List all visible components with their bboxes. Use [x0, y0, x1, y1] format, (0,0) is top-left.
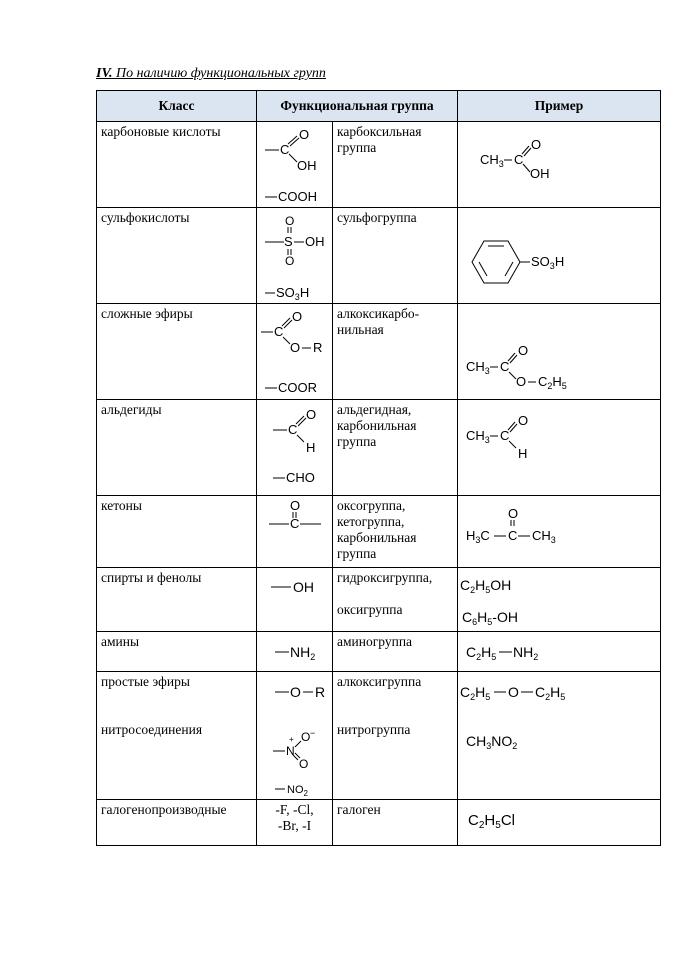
example-cell — [458, 208, 661, 304]
example-cell — [458, 568, 661, 632]
acetaldehyde-structure — [458, 400, 658, 494]
svg-text:S: S — [284, 234, 293, 249]
example-cell — [458, 400, 661, 496]
group-formula-cell — [257, 304, 333, 400]
svg-text:NH2: $NH_2$ — [513, 644, 539, 662]
acetic-acid-structure — [458, 122, 658, 206]
group-formula-cell — [257, 568, 333, 632]
svg-text:NH2: $NH_2$ — [290, 644, 316, 662]
svg-text:O: O — [285, 214, 295, 228]
svg-text:O: O — [508, 506, 519, 521]
svg-text:H3C: $H_3C$ — [466, 528, 490, 545]
group-name-cell: оксогруппа, кетогруппа, карбонильная группа — [333, 496, 458, 568]
svg-text:C: C — [290, 516, 300, 531]
svg-text:C2H5OH: $C_2H_5OH$ — [460, 577, 512, 595]
svg-text:R: R — [313, 340, 323, 355]
group-formula-cell — [257, 496, 333, 568]
svg-text:OH: OH — [305, 234, 325, 249]
ethyl-acetate-structure — [458, 304, 658, 398]
svg-text:R: R — [315, 684, 326, 700]
ether-nitro-examples — [458, 672, 658, 798]
hydroxyl-structure — [257, 568, 333, 628]
table-row — [97, 400, 661, 496]
group-name-2: оксигруппа — [337, 602, 403, 617]
example-cell — [458, 632, 661, 672]
benzenesulfonic-acid-structure — [458, 208, 658, 302]
svg-text:NO2: $NO_2$ — [287, 784, 308, 798]
svg-text:H: H — [306, 440, 316, 455]
heading-roman: IV. — [96, 66, 113, 81]
class-cell: альдегиды — [97, 400, 257, 496]
class-cell: сложные эфиры — [97, 304, 257, 400]
svg-text:O: O — [299, 757, 309, 771]
class-cell — [97, 672, 257, 800]
class-ethers: простые эфиры — [101, 674, 190, 689]
svg-text:O: O — [508, 684, 519, 700]
group-formula-text: CHO — [286, 470, 315, 485]
svg-text:CH3: $CH_3$ — [466, 359, 490, 376]
table-row — [97, 632, 661, 672]
svg-text:O: O — [301, 730, 311, 744]
class-cell: кетоны — [97, 496, 257, 568]
table-row — [97, 568, 661, 632]
ketone-structure — [257, 496, 333, 566]
svg-text:O: O — [516, 374, 527, 389]
header-functional-group: Функциональная группа — [257, 91, 458, 122]
alcohol-phenol-examples — [458, 568, 658, 628]
sulfo-structure — [257, 208, 333, 302]
heading-text: По наличию функциональных групп — [112, 66, 326, 81]
ethylamine-structure — [458, 632, 658, 670]
table-header-row — [97, 91, 661, 122]
carboxyl-structure — [257, 122, 333, 206]
group-formula-cell — [257, 632, 333, 672]
svg-text:O: O — [306, 407, 317, 422]
svg-text:C2H5: $C_2H_5$ — [460, 684, 491, 702]
ester-structure — [257, 304, 333, 398]
svg-text:C: C — [514, 152, 524, 167]
example-cell — [458, 304, 661, 400]
group-formula-cell — [257, 122, 333, 208]
group-formula-text: COOR — [278, 380, 317, 395]
svg-text:C: C — [280, 142, 290, 157]
svg-text:CH3: $CH_3$ — [466, 428, 490, 445]
svg-text:SO3H: $SO_3H$ — [276, 285, 310, 302]
group-formula-cell — [257, 672, 333, 800]
svg-text:H: H — [518, 446, 528, 461]
functional-groups-table — [96, 90, 661, 846]
svg-text:C: C — [288, 422, 298, 437]
svg-text:C: C — [500, 428, 510, 443]
group-name-cell — [333, 568, 458, 632]
group-name-2: нитрогруппа — [337, 722, 411, 737]
svg-text:C: C — [500, 359, 510, 374]
svg-text:O: O — [292, 309, 303, 324]
example-cell — [458, 122, 661, 208]
group-formula-text: OH — [293, 579, 314, 595]
ether-nitro-structures — [257, 672, 333, 798]
svg-text:−: − — [310, 728, 316, 738]
header-example: Пример — [458, 91, 661, 122]
example-cell — [458, 672, 661, 800]
class-cell: галогенопроизводные — [97, 800, 257, 846]
group-formula-cell — [257, 800, 333, 846]
halogen-formula-2: -Br, -I — [277, 818, 312, 833]
group-name-cell: сульфогруппа — [333, 208, 458, 304]
group-name-cell — [333, 672, 458, 800]
svg-text:OH: OH — [297, 158, 317, 173]
table-row — [97, 122, 661, 208]
svg-text:O: O — [299, 127, 310, 142]
svg-text:C2H5Cl: $C_2H_5Cl$ — [468, 812, 515, 831]
svg-text:CH3: $CH_3$ — [532, 528, 556, 545]
group-formula-cell — [257, 208, 333, 304]
svg-text:O: O — [290, 498, 301, 513]
table-row — [97, 304, 661, 400]
class-cell: амины — [97, 632, 257, 672]
class-cell: сульфокислоты — [97, 208, 257, 304]
svg-text:+: + — [289, 735, 294, 744]
svg-text:O: O — [518, 413, 529, 428]
group-name-cell: алкоксикарбо-нильная — [333, 304, 458, 400]
table-row — [97, 672, 661, 800]
svg-text:O: O — [518, 343, 529, 358]
amino-structure — [257, 632, 333, 670]
svg-text:O: O — [290, 684, 301, 700]
section-heading — [96, 66, 326, 82]
group-name-1: гидроксигруппа, — [337, 570, 433, 585]
svg-text:OH: OH — [530, 166, 550, 181]
table-row — [97, 496, 661, 568]
group-name-cell: галоген — [333, 800, 458, 846]
group-name-cell: карбоксильная группа — [333, 122, 458, 208]
svg-text:C: C — [274, 324, 284, 339]
svg-text:O: O — [285, 254, 295, 268]
svg-text:SO3H: $SO_3H$ — [531, 254, 565, 271]
aldehyde-structure — [257, 400, 333, 494]
group-name-cell: альдегидная, карбонильная группа — [333, 400, 458, 496]
group-formula-cell — [257, 400, 333, 496]
class-cell: спирты и фенолы — [97, 568, 257, 632]
acetone-structure — [458, 496, 658, 566]
svg-text:C6H5-OH: $C_6H_5-OH$ — [462, 609, 518, 627]
class-cell: карбоновые кислоты — [97, 122, 257, 208]
group-formula-text: COOH — [278, 189, 317, 204]
svg-text:C: C — [508, 528, 518, 543]
table-row — [97, 208, 661, 304]
group-name-1: алкоксигруппа — [337, 674, 422, 689]
svg-text:C2H5: $C_2H_5$ — [535, 684, 566, 702]
example-cell — [458, 800, 661, 846]
class-nitro: нитросоединения — [101, 722, 203, 737]
svg-text:N: N — [286, 744, 295, 758]
svg-text:O: O — [290, 340, 301, 355]
halogen-formula-1: -F, -Cl, — [275, 802, 314, 817]
example-cell — [458, 496, 661, 568]
group-name-cell: аминогруппа — [333, 632, 458, 672]
svg-text:O: O — [531, 137, 542, 152]
svg-text:CH3NO2: $CH_3NO_2$ — [466, 733, 518, 751]
chloroethane-structure — [458, 800, 658, 844]
svg-text:C2H5: $C_2H_5$ — [538, 374, 567, 391]
svg-text:CH3: $CH_3$ — [480, 152, 504, 169]
svg-text:C2H5: $C_2H_5$ — [466, 644, 497, 662]
table-row — [97, 800, 661, 846]
header-class: Класс — [97, 91, 257, 122]
